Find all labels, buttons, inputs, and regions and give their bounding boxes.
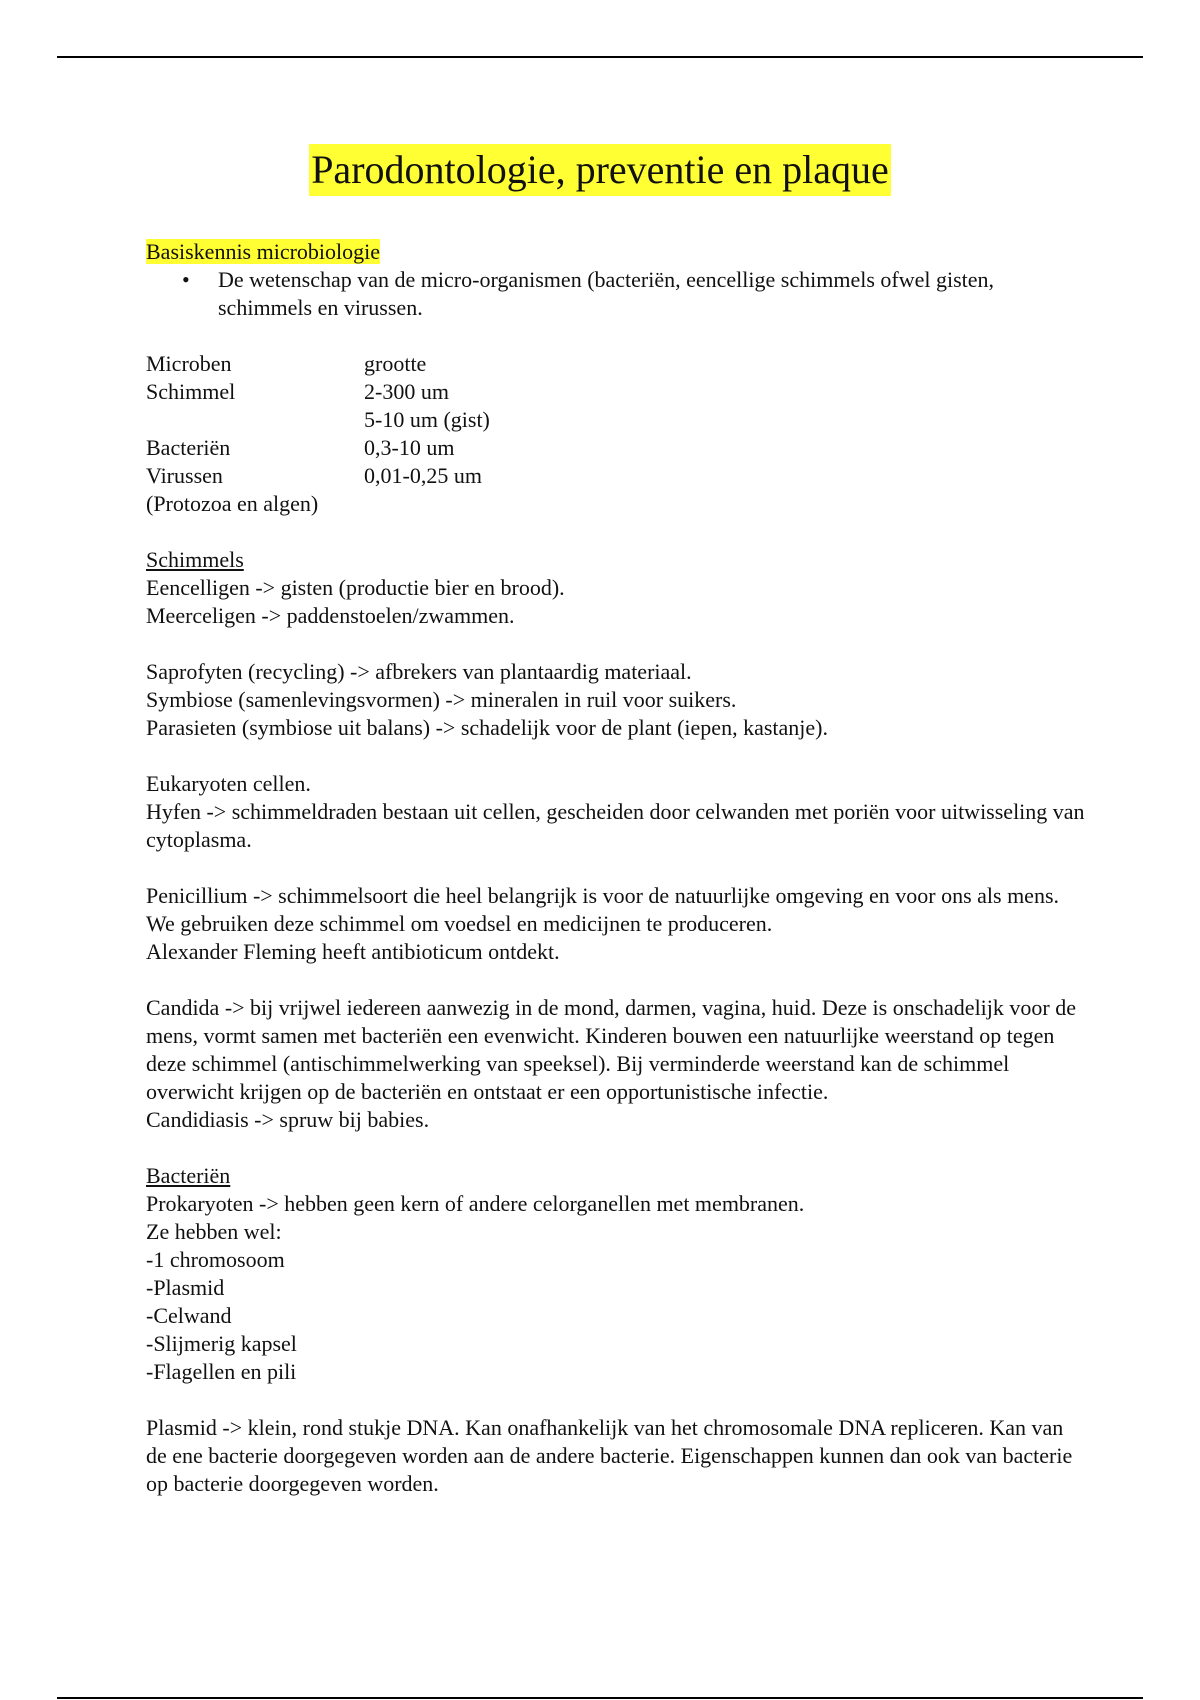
- paragraph-line: Candidiasis -> spruw bij babies.: [146, 1107, 430, 1132]
- paragraph-line: Alexander Fleming heeft antibioticum ontdekt.: [146, 939, 560, 964]
- paragraph-line: Penicillium -> schimmelsoort die heel belangrijk is voor de natuurlijke omgeving en voor ons als mens. We gebruiken deze schimmel om voedsel en medicijnen te produceren.: [146, 883, 1060, 936]
- paragraph-line: Meerceligen -> paddenstoelen/zwammen.: [146, 603, 515, 628]
- document-body: [146, 238, 1086, 1498]
- list-item: • De wetenschap van de micro-organismen (bacteriën, eencellige schimmels ofwel gisten, schimmels en virussen.: [182, 267, 995, 320]
- section-heading-microbiologie: Basiskennis microbiologie: [146, 239, 381, 264]
- paragraph-line: Eukaryoten cellen.: [146, 771, 311, 796]
- top-rule: [57, 56, 1143, 58]
- title-wrap: [0, 144, 1200, 196]
- paragraph-line: Saprofyten (recycling) -> afbrekers van plantaardig materiaal.: [146, 659, 692, 684]
- section-heading-schimmels: Schimmels: [146, 547, 244, 572]
- list-item: -1 chromosoom: [146, 1247, 285, 1272]
- table-row: Virussen 0,01-0,25 um: [146, 463, 482, 488]
- paragraph-line: Candida -> bij vrijwel iedereen aanwezig in de mond, darmen, vagina, huid. Deze is onschadelijk voor de mens, vormt samen met bacteriën een evenwicht. Kinderen bouwen een natuurlijke weerstand op tegen deze schimmel (antischimmelwerking van speeksel). Bij verminderde weerstand kan de schimmel overwicht krijgen op de bacteriën en ontstaat er een opportunistische infectie.: [146, 995, 1076, 1104]
- paragraph-line: Parasieten (symbiose uit balans) -> schadelijk voor de plant (iepen, kastanje).: [146, 715, 828, 740]
- table-row: 5-10 um (gist): [364, 407, 490, 432]
- list-item: -Celwand: [146, 1303, 232, 1328]
- intro-bullet-list: [146, 266, 1086, 322]
- list-item: -Plasmid: [146, 1275, 225, 1300]
- table-row: (Protozoa en algen): [146, 491, 319, 516]
- table-row: Schimmel 2-300 um: [146, 379, 449, 404]
- paragraph-line: Eencelligen -> gisten (productie bier en brood).: [146, 575, 565, 600]
- table-row: Microben grootte: [146, 351, 427, 376]
- table-row: Bacteriën 0,3-10 um: [146, 435, 455, 460]
- paragraph-line: Hyfen -> schimmeldraden bestaan uit cellen, gescheiden door celwanden met poriën voor uitwisseling van cytoplasma.: [146, 799, 1085, 852]
- bullet-icon: •: [182, 267, 190, 292]
- sizes-table: [146, 350, 490, 518]
- bottom-rule: [57, 1697, 1143, 1699]
- section-heading-bacterien: Bacteriën: [146, 1163, 231, 1188]
- paragraph-plasmid: Plasmid -> klein, rond stukje DNA. Kan onafhankelijk van het chromosomale DNA repliceren. Kan van de ene bacterie doorgegeven worden aan de andere bacterie. Eigenschappen kunnen dan ook van bacterie op bacterie doorgegeven worden.: [146, 1415, 1073, 1496]
- list-item: -Slijmerig kapsel: [146, 1331, 297, 1356]
- list-item: -Flagellen en pili: [146, 1359, 297, 1384]
- page-title: Parodontologie, preventie en plaque: [309, 144, 891, 196]
- paragraph-line: Ze hebben wel:: [146, 1219, 282, 1244]
- paragraph-line: Prokaryoten -> hebben geen kern of andere celorganellen met membranen.: [146, 1191, 805, 1216]
- paragraph-line: Symbiose (samenlevingsvormen) -> mineralen in ruil voor suikers.: [146, 687, 737, 712]
